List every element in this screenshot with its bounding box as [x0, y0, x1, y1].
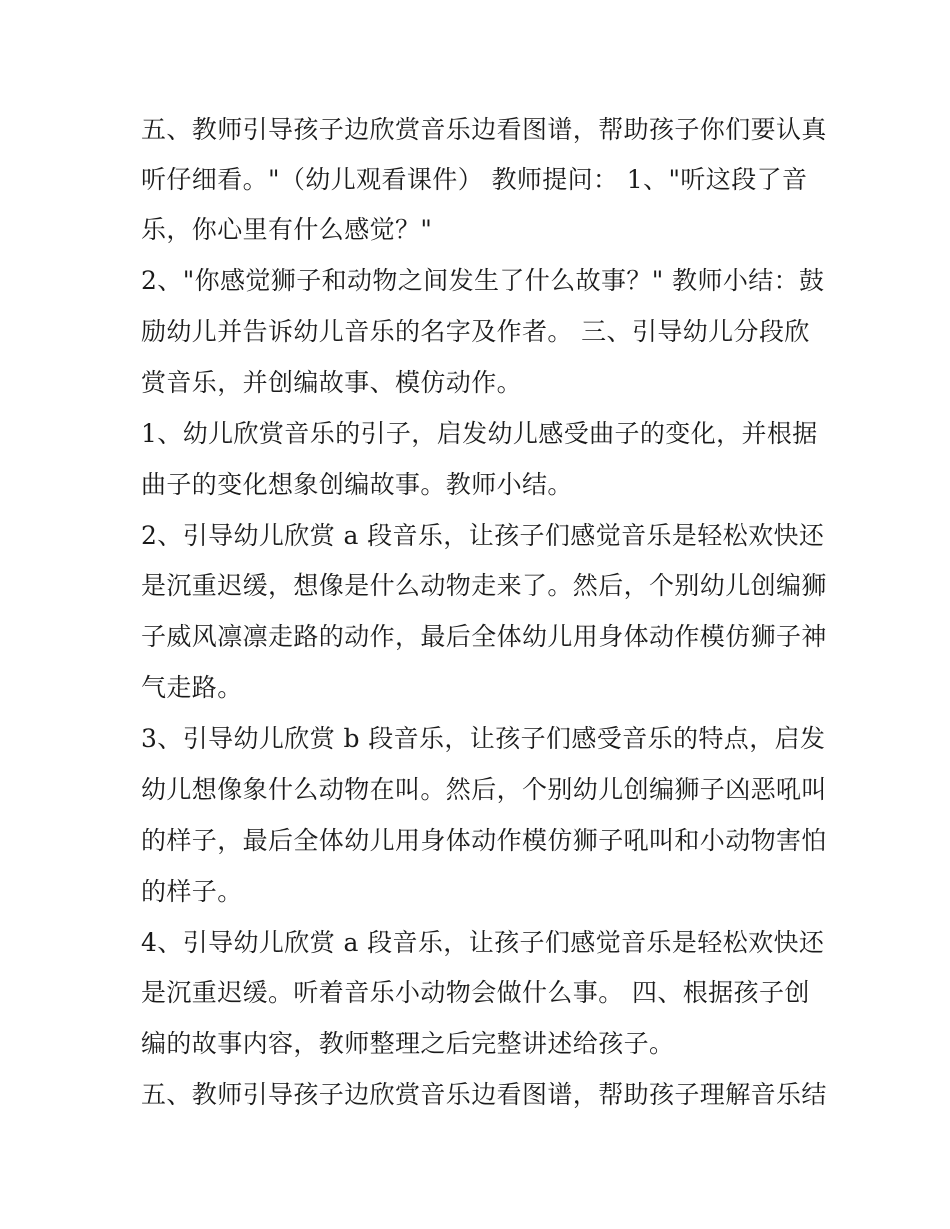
text-line-10: 是沉重迟缓，想像是什么动物走来了。然后，个别幼儿创编狮 — [141, 571, 827, 600]
text-line-3: 乐，你心里有什么感觉？" — [141, 215, 433, 244]
text-line-12: 气走路。 — [141, 673, 243, 702]
text-line-9: 2、引导幼儿欣赏 a 段音乐，让孩子们感觉音乐是轻松欢快还 — [141, 521, 825, 550]
text-line-7: 1、幼儿欣赏音乐的引子，启发幼儿感受曲子的变化，并根据 — [141, 419, 818, 448]
text-line-20: 五、教师引导孩子边欣赏音乐边看图谱，帮助孩子理解音乐结 — [141, 1080, 827, 1109]
text-line-18: 是沉重迟缓。听着音乐小动物会做什么事。 四、根据孩子创 — [141, 978, 810, 1007]
text-line-2: 听仔细看。"（幼儿观看课件） 教师提问： 1、"听这段了音 — [141, 165, 808, 194]
text-line-15: 的样子，最后全体幼儿用身体动作模仿狮子吼叫和小动物害怕 — [141, 826, 827, 855]
text-line-11: 子威风凛凛走路的动作，最后全体幼儿用身体动作模仿狮子神 — [141, 622, 827, 651]
text-line-13: 3、引导幼儿欣赏 b 段音乐，让孩子们感受音乐的特点，启发 — [141, 724, 826, 753]
text-line-16: 的样子。 — [141, 877, 243, 906]
text-line-19: 编的故事内容，教师整理之后完整讲述给孩子。 — [141, 1029, 675, 1058]
text-line-4: 2、"你感觉狮子和动物之间发生了什么故事？" 教师小结：鼓 — [141, 266, 825, 295]
text-line-5: 励幼儿并告诉幼儿音乐的名字及作者。 三、引导幼儿分段欣 — [141, 317, 810, 346]
text-line-1: 五、教师引导孩子边欣赏音乐边看图谱，帮助孩子你们要认真 — [141, 115, 827, 144]
text-line-17: 4、引导幼儿欣赏 a 段音乐，让孩子们感觉音乐是轻松欢快还 — [141, 928, 825, 957]
text-line-6: 赏音乐，并创编故事、模仿动作。 — [141, 368, 523, 397]
text-line-14: 幼儿想像象什么动物在叫。然后，个别幼儿创编狮子凶恶吼叫 — [141, 775, 827, 804]
text-line-8: 曲子的变化想象创编故事。教师小结。 — [141, 470, 573, 499]
